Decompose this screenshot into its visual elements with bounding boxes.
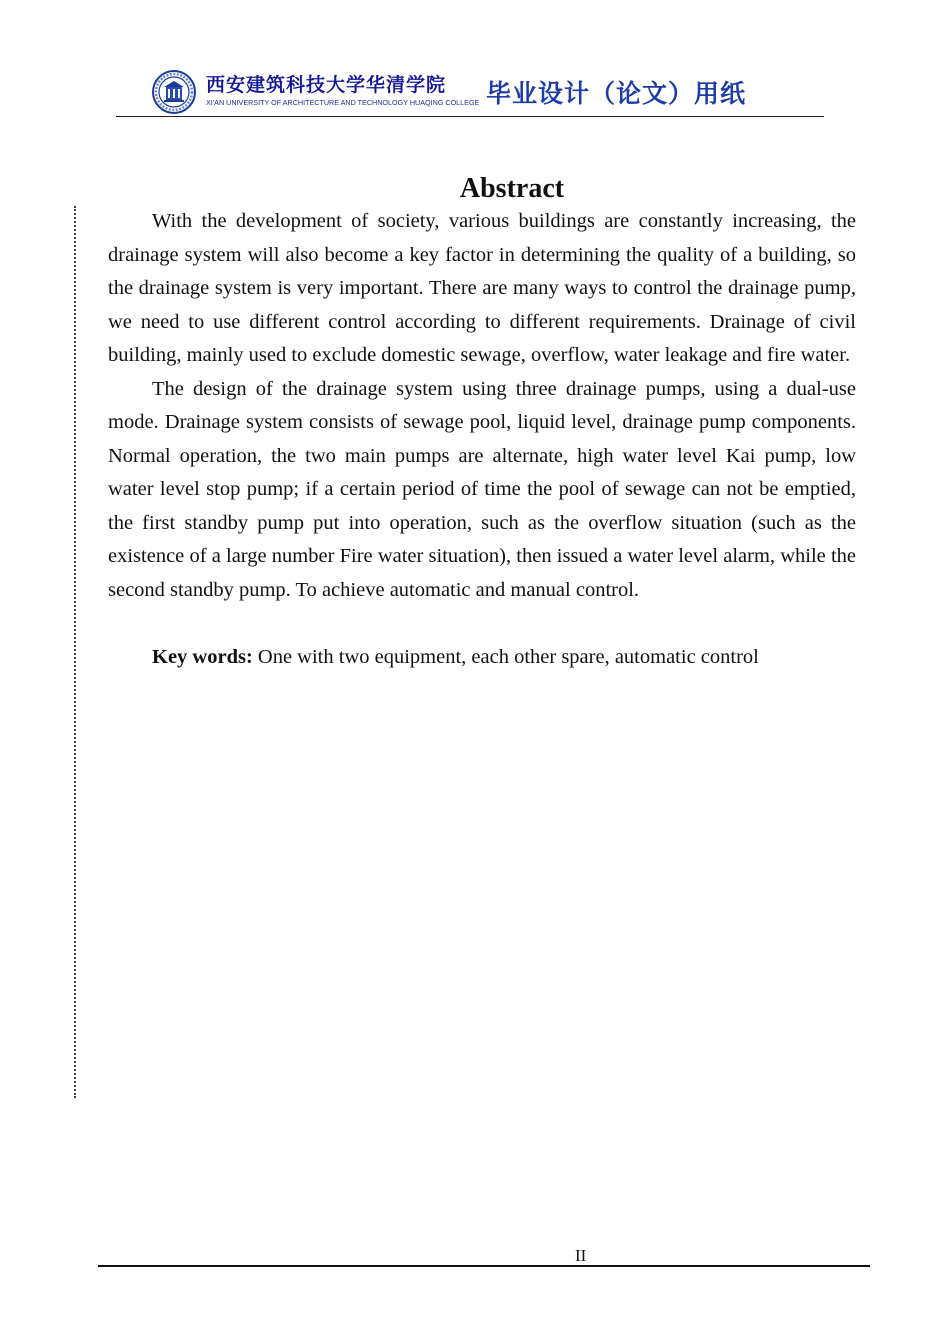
school-name-english: XI'AN UNIVERSITY OF ARCHITECTURE AND TECHNOLOGY HUAQING COLLEGE — [206, 98, 480, 107]
abstract-paragraph: The design of the drainage system using three drainage pumps, using a dual-use mode. Drainage system consists of sewage pool, liquid level, drainage pump components. Normal operation, the two main pumps are alternate, high water level Kai pump, low water level stop pump; if a certain period of time the pool of sewage can not be emptied, the first standby pump put into operation, such as the overflow situation (such as the existence of a large number Fire water situation), then issued a water level alarm, while the second standby pump. To achieve automatic and manual control. — [108, 377, 856, 601]
keywords-label: Key words: — [152, 645, 253, 668]
keywords-text: One with two equipment, each other spare, automatic control — [252, 645, 759, 668]
binding-margin-line — [74, 206, 76, 1098]
abstract-title: Abstract — [459, 173, 565, 204]
school-name-chinese: 西安建筑科技大学华清学院 — [206, 74, 447, 96]
university-seal-icon — [152, 70, 196, 114]
page-number: II — [575, 1246, 587, 1265]
abstract-body — [108, 205, 856, 674]
paper-type-label: 毕业设计（论文）用纸 — [486, 79, 747, 108]
header-divider — [116, 116, 824, 117]
page-header — [150, 68, 830, 118]
abstract-paragraph: With the development of society, various buildings are constantly increasing, the drainage system will also become a key factor in determining the quality of a building, so the drainage system is very important. There are many ways to control the drainage pump, we need to use different control according to different requirements. Drainage of civil building, mainly used to exclude domestic sewage, overflow, water leakage and fire water. — [108, 210, 856, 366]
footer-divider — [98, 1265, 870, 1267]
keywords-line — [108, 641, 856, 675]
